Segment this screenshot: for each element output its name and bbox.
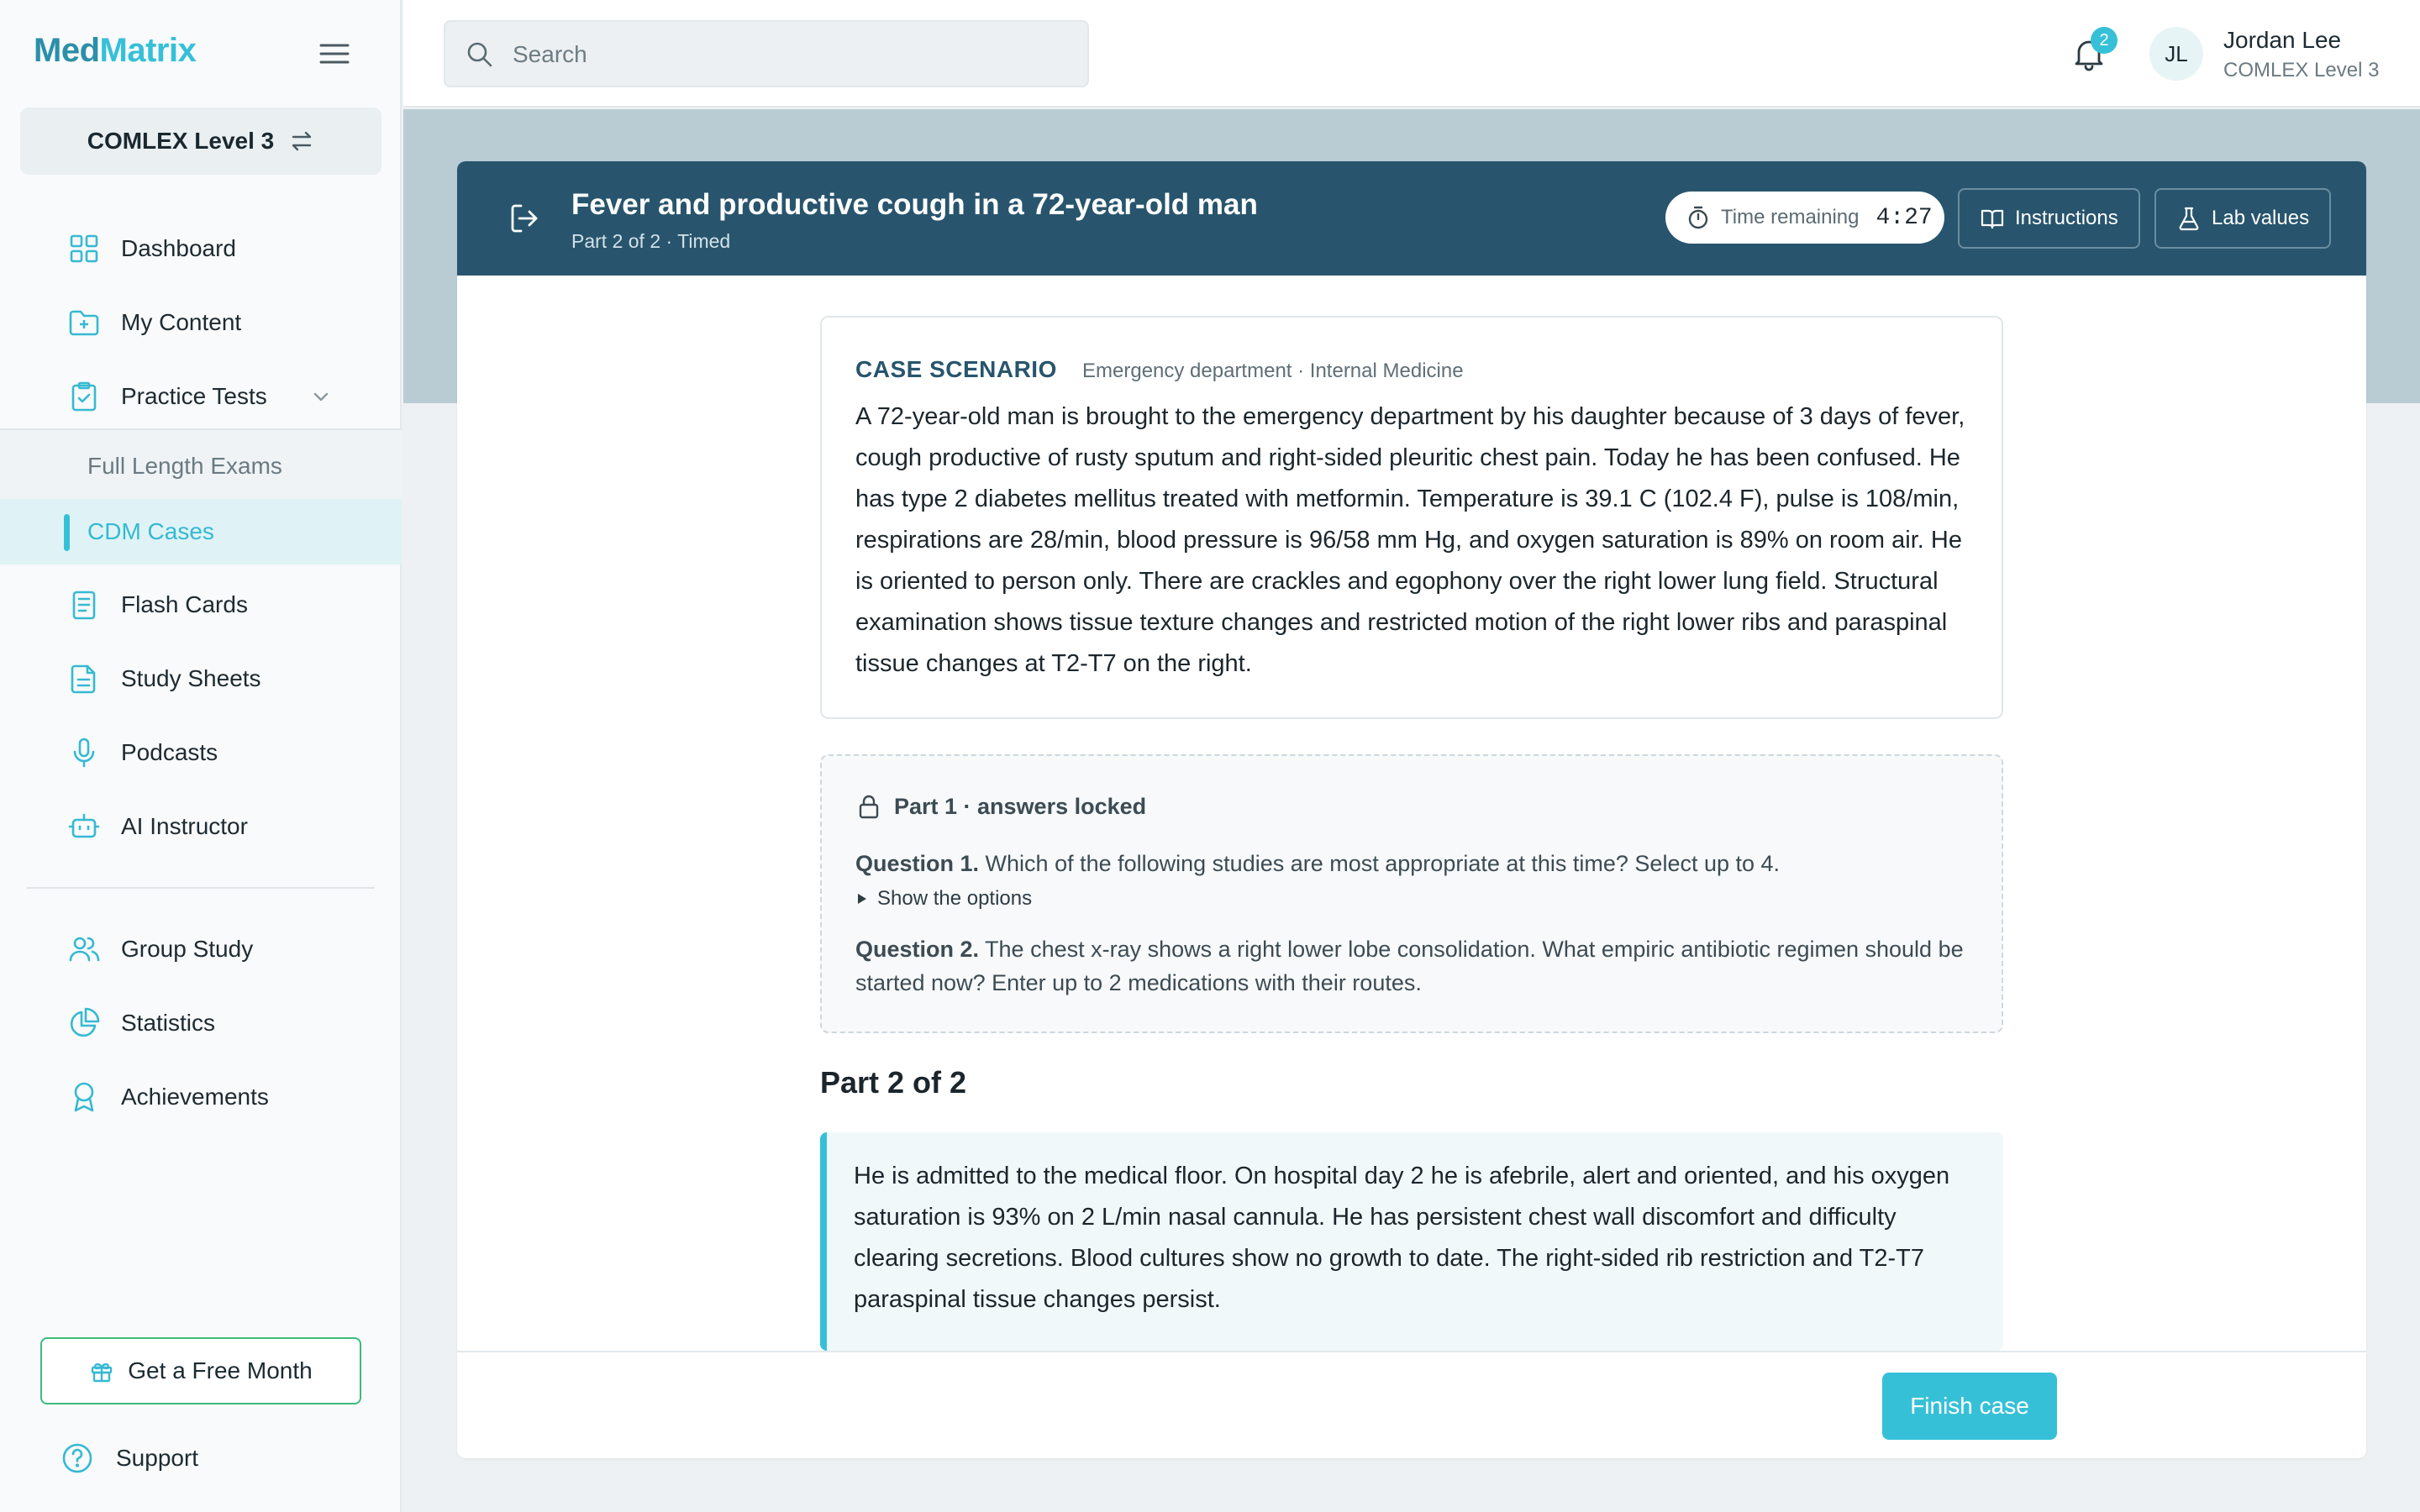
time-remaining-value: 4:27 <box>1876 204 1933 231</box>
top-bar <box>403 0 2420 108</box>
sidebar-item-label: Practice Tests <box>121 383 267 409</box>
card-icon <box>67 588 101 622</box>
question-2 <box>855 932 1965 1000</box>
sidebar-item-ai-instructor[interactable] <box>0 790 402 864</box>
case-subtitle: Part 2 of 2 · Timed <box>571 230 731 252</box>
grid-icon <box>67 232 101 265</box>
case-footer <box>457 1351 2366 1458</box>
sidebar-item-statistics[interactable] <box>0 986 402 1060</box>
question-1-label: Question 1. <box>855 851 980 876</box>
sidebar-item-group-study[interactable] <box>0 912 402 986</box>
question-1 <box>855 847 1981 880</box>
user-exam: COMLEX Level 3 <box>2223 59 2380 81</box>
search-box[interactable] <box>444 20 1089 87</box>
sidebar-item-study-sheets[interactable] <box>0 642 402 716</box>
robot-icon <box>67 810 101 843</box>
practice-tests-submenu <box>0 428 402 564</box>
pie-chart-icon <box>67 1006 101 1040</box>
case-scenario <box>820 316 2003 719</box>
question-2-label: Question 2. <box>855 937 980 962</box>
get-free-month-button[interactable] <box>40 1337 361 1404</box>
exam-switcher-label: COMLEX Level 3 <box>87 128 275 154</box>
case-card <box>457 161 2366 1458</box>
sidebar-item-label: Statistics <box>121 1010 216 1036</box>
exit-icon[interactable] <box>508 202 541 235</box>
case-title: Fever and productive cough in a 72-year-old man <box>571 188 1258 221</box>
sidebar-item-label: Flash Cards <box>121 591 248 617</box>
sidebar <box>0 0 402 1512</box>
question-1-text: Which of the following studies are most appropriate at this time? Select up to 4. <box>985 851 1781 876</box>
document-icon <box>67 662 101 696</box>
app-logo[interactable]: MedMatrix <box>34 32 197 69</box>
sidebar-item-practice-tests[interactable] <box>0 360 402 433</box>
exam-switcher[interactable] <box>20 108 381 175</box>
support-link[interactable] <box>60 1440 198 1477</box>
sidebar-item-label: Podcasts <box>121 739 218 765</box>
sidebar-item-podcasts[interactable] <box>0 716 402 790</box>
part1-locked-title <box>855 793 1146 820</box>
show-options-toggle[interactable] <box>855 887 1032 911</box>
book-open-icon <box>1980 206 2005 231</box>
avatar[interactable]: JL <box>2149 27 2203 81</box>
help-circle-icon <box>60 1441 94 1475</box>
finish-case-button[interactable]: Finish case <box>1882 1373 2057 1440</box>
get-free-month-label: Get a Free Month <box>128 1357 313 1383</box>
submenu-item-label: Full Length Exams <box>87 453 282 479</box>
support-label: Support <box>116 1445 199 1471</box>
notification-badge: 2 <box>2091 27 2118 54</box>
case-scenario-label: CASE SCENARIO <box>855 356 1057 382</box>
clipboard-check-icon <box>67 380 101 413</box>
part-2-stem-text: He is admitted to the medical floor. On hospital day 2 he is afebrile, alert and oriented, and his oxygen saturation is 93% on 2 L/min nasal cannula. He has persistent chest wall discomfort and difficulty clearing secretions. Blood cultures show no growth to date. The right-sided rib restriction and T2-T7 paraspinal tissue changes persist. <box>854 1163 1950 1313</box>
case-content[interactable] <box>457 276 2366 1458</box>
flask-icon <box>2176 206 2202 231</box>
show-options-label: Show the options <box>877 887 1033 910</box>
sidebar-item-dashboard[interactable] <box>0 212 402 286</box>
sidebar-item-achievements[interactable] <box>0 1060 402 1134</box>
award-icon <box>67 1080 101 1114</box>
sidebar-divider <box>27 887 375 889</box>
time-remaining-pill <box>1665 192 1944 244</box>
lab-values-label: Lab values <box>2212 207 2310 229</box>
submenu-item-cdm-cases[interactable] <box>0 499 402 564</box>
microphone-icon <box>67 736 101 769</box>
sidebar-item-label: Study Sheets <box>121 665 261 691</box>
case-header <box>457 161 2366 276</box>
chevron-down-icon[interactable] <box>309 385 333 408</box>
sidebar-item-label: Group Study <box>121 936 254 962</box>
submenu-item-full-length-exams[interactable] <box>0 433 402 499</box>
submenu-item-label: CDM Cases <box>87 518 214 544</box>
swap-icon <box>289 129 314 154</box>
lock-icon <box>855 793 882 820</box>
menu-toggle-icon[interactable] <box>318 40 351 67</box>
folder-plus-icon <box>67 306 101 339</box>
active-indicator <box>64 514 70 551</box>
caret-right-icon <box>855 892 869 906</box>
stopwatch-icon <box>1686 205 1711 230</box>
sidebar-item-label: My Content <box>121 309 242 335</box>
question-2-text: The chest x-ray shows a right lower lobe consolidation. What empiric antibiotic regimen should be started now? Enter up to 2 medications with their routes. <box>855 937 1964 995</box>
part-2-stem <box>820 1132 2003 1351</box>
case-scenario-meta: Emergency department · Internal Medicine <box>1082 360 1464 382</box>
instructions-button[interactable] <box>1958 188 2140 249</box>
users-icon <box>67 932 101 966</box>
gift-icon <box>89 1358 114 1383</box>
part-2-heading: Part 2 of 2 <box>820 1065 967 1100</box>
lab-values-button[interactable] <box>2154 188 2331 249</box>
part1-locked-panel <box>820 754 2003 1033</box>
search-input[interactable] <box>513 34 1067 76</box>
user-name[interactable]: Jordan Lee <box>2223 27 2342 53</box>
search-icon <box>466 40 494 69</box>
time-remaining-label: Time remaining <box>1721 206 1860 228</box>
sidebar-item-label: AI Instructor <box>121 813 248 839</box>
instructions-label: Instructions <box>2015 207 2118 229</box>
sidebar-item-my-content[interactable] <box>0 286 402 360</box>
sidebar-item-label: Achievements <box>121 1084 269 1110</box>
case-scenario-text: A 72-year-old man is brought to the emergency department by his daughter because of 3 days of fever, cough productive of rusty sputum and right-sided pleuritic chest pain. Today he has been confused. He has type 2 diabetes mellitus treated with metformin. Temperature is 39.1 C (102.4 F), pulse is 108/min, respirations are 28/min, blood pressure is 96/58 mm Hg, and oxygen saturation is 89% on room air. He is oriented to person only. There are crackles and egophony over the right lower lung field. Structural examination shows tissue texture changes and restricted motion of the right lower ribs and paraspinal tissue changes at T2-T7 on the right. <box>855 403 1965 677</box>
part1-locked-label: Part 1 · answers locked <box>894 793 1147 819</box>
sidebar-item-label: Dashboard <box>121 235 236 261</box>
sidebar-item-flash-cards[interactable] <box>0 568 402 642</box>
